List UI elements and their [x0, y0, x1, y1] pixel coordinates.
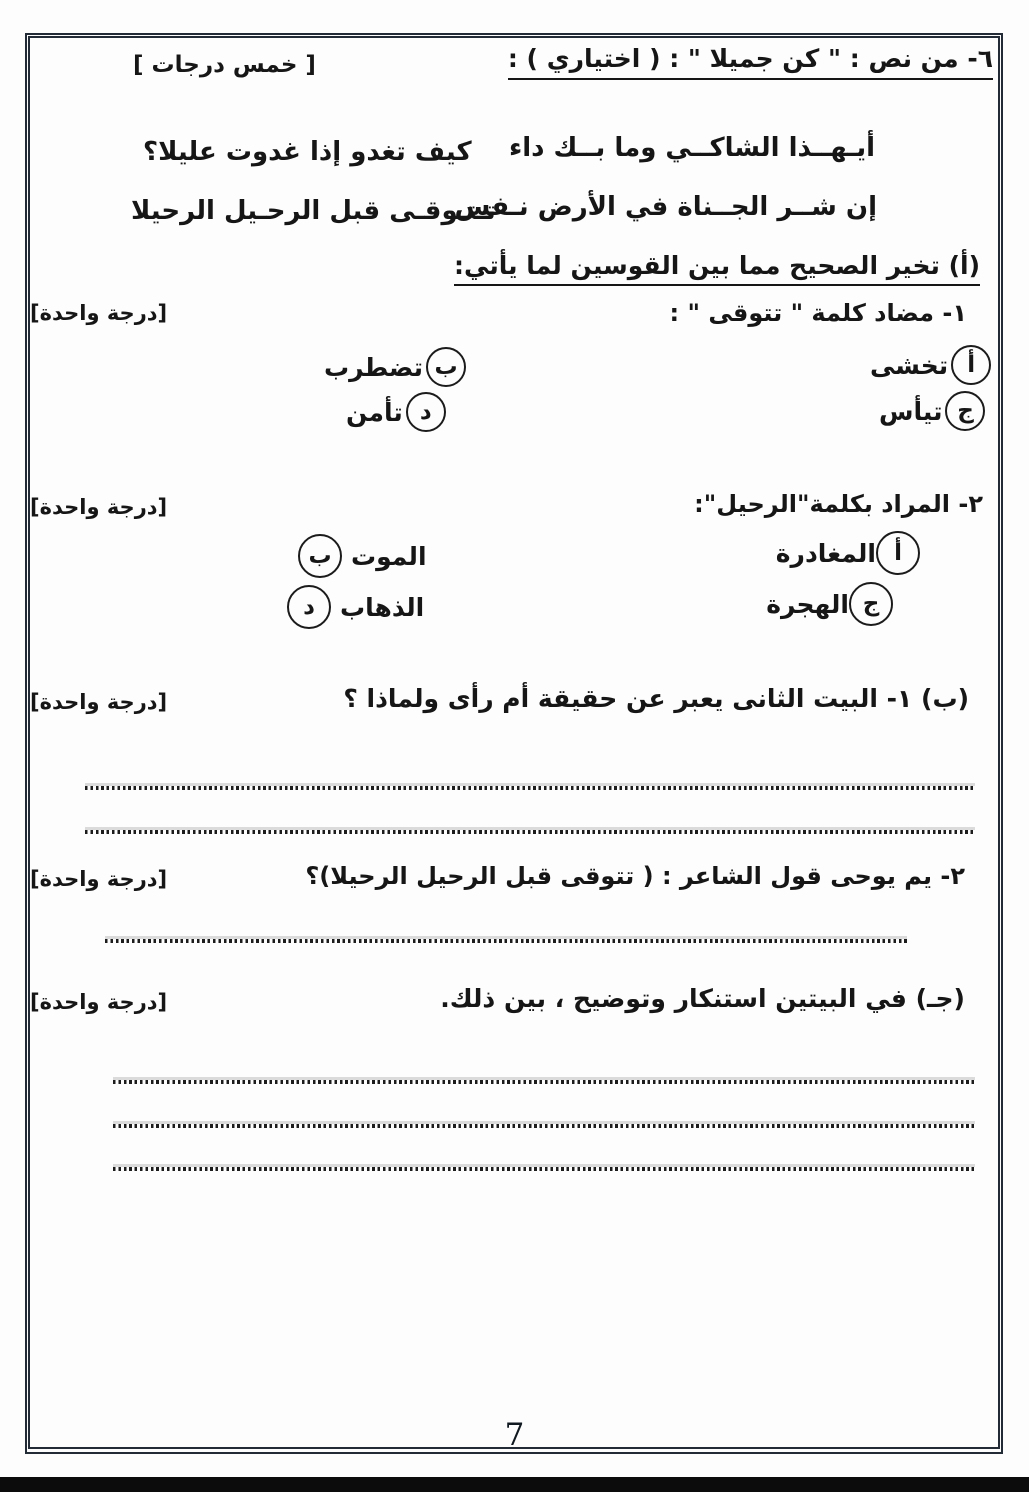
q1-option-d-label: تأمن	[346, 397, 403, 427]
q2-option-b-circle: ب	[298, 534, 342, 578]
q2-option-d-label: الذهاب	[340, 592, 425, 622]
verse-2-first-hemistich: إن شــر الجــناة في الأرض نـفس	[454, 192, 877, 222]
q2-option-b	[298, 534, 427, 578]
q1-option-a-label: تخشى	[870, 350, 949, 380]
section-b-q1-text: (ب) ١- البيت الثانى يعبر عن حقيقة أم رأى ولماذا ؟	[343, 684, 969, 713]
page-number: 7	[504, 1417, 525, 1453]
answer-line	[85, 786, 975, 790]
section-b-q2-mark-label: [درجة واحدة]	[30, 867, 168, 891]
q1-option-b	[324, 347, 466, 387]
q2-option-c-circle: ج	[849, 582, 893, 626]
verse-1-second-hemistich: كيف تغدو إذا غدوت عليلا؟	[143, 137, 472, 167]
q1-option-d	[346, 392, 446, 432]
total-marks-label: [ خمس درجات ]	[133, 52, 316, 78]
q1-option-b-label: تضطرب	[324, 352, 424, 382]
q1-option-a	[870, 345, 991, 385]
section-b-q2-text: ٢- يم يوحى قول الشاعر : ( تتوقى قبل الرحيل الرحيلا)؟	[305, 862, 965, 890]
answer-line	[113, 1080, 975, 1084]
q1-option-c-label: تيأس	[879, 396, 943, 426]
q2-option-c	[757, 582, 893, 626]
q2-option-a	[767, 531, 920, 575]
q1-option-c-circle: ج	[945, 391, 985, 431]
verse-2-second-hemistich: تـتـوقـى قبل الرحـيل الرحيلا	[131, 196, 496, 226]
q2-option-c-label: الهجرة	[766, 589, 849, 619]
q1-option-d-circle: د	[406, 392, 446, 432]
q1-option-b-circle: ب	[426, 347, 466, 387]
q2-option-d-circle: د	[287, 585, 331, 629]
q2-option-a-circle: أ	[876, 531, 920, 575]
q1-option-c	[879, 391, 985, 431]
q2-option-b-label: الموت	[351, 541, 427, 571]
q2-option-a-label: المغادرة	[775, 538, 876, 568]
verse-1-first-hemistich: أيـهــذا الشاكــي وما بــك داء	[508, 133, 875, 163]
question-6-heading: ٦- من نص : " كن جميلا " : ( اختياري ) :	[508, 44, 993, 80]
answer-line	[113, 1124, 975, 1128]
bottom-scan-bar	[0, 1477, 1029, 1492]
question-2-mark-label: [درجة واحدة]	[30, 495, 168, 519]
question-1-mark-label: [درجة واحدة]	[30, 301, 168, 325]
section-c-text: (جـ) في البيتين استنكار وتوضيح ، بين ذلك.	[440, 984, 965, 1013]
answer-line	[85, 830, 975, 834]
question-1-text: ١- مضاد كلمة " تتوقى " :	[669, 299, 967, 327]
answer-line	[105, 939, 907, 943]
section-c-mark-label: [درجة واحدة]	[30, 990, 168, 1014]
section-a-title: (أ) تخير الصحيح مما بين القوسين لما يأتي:	[454, 251, 980, 286]
answer-line	[113, 1167, 975, 1171]
q2-option-d	[287, 585, 424, 629]
q1-option-a-circle: أ	[951, 345, 991, 385]
question-2-text: ٢- المراد بكلمة"الرحيل":	[694, 490, 983, 518]
section-b-q1-mark-label: [درجة واحدة]	[30, 690, 168, 714]
page-frame	[25, 33, 1003, 1454]
